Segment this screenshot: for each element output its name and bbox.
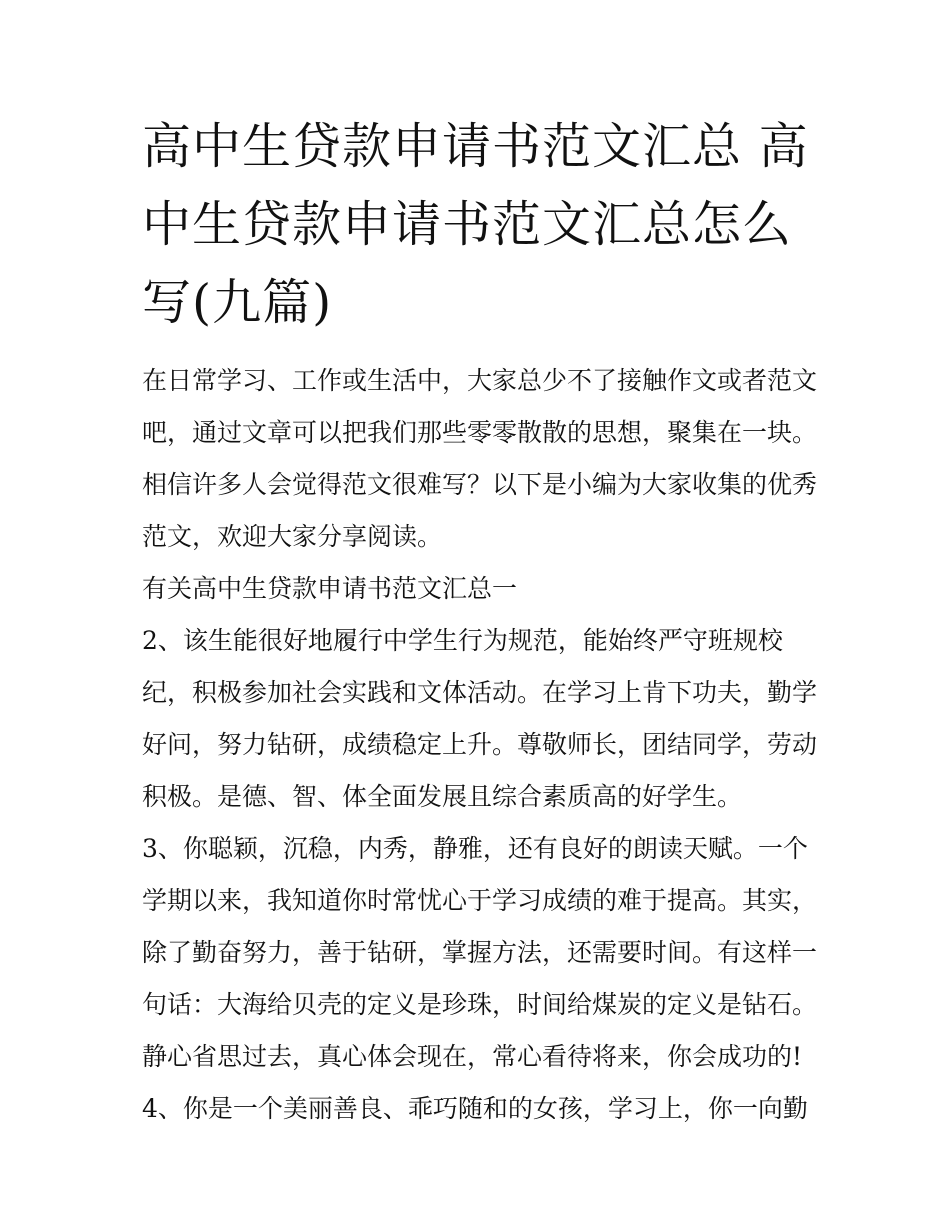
paragraph-line: 静心省思过去，真心体会现在，常心看待将来，你会成功的!: [142, 1042, 803, 1071]
document-body: [142, 355, 818, 1135]
section-heading: 有关高中生贷款申请书范文汇总一: [142, 574, 518, 603]
paragraph-line: 3、你聪颖，沉稳，内秀，静雅，还有良好的朗读天赋。一个: [142, 834, 808, 863]
title-line: 高中生贷款申请书范文汇总 高: [142, 118, 809, 175]
paragraph-line: 学期以来，我知道你时常忧心于学习成绩的难于提高。其实，: [142, 886, 818, 915]
document-title: [142, 108, 812, 342]
title-line: 中生贷款申请书范文汇总怎么: [142, 196, 793, 253]
intro-line: 相信许多人会觉得范文很难写？以下是小编为大家收集的优秀: [142, 470, 818, 499]
title-line: 写(九篇): [142, 274, 333, 331]
document-content: [142, 108, 818, 1135]
paragraph-line: 积极。是德、智、体全面发展且综合素质高的好学生。: [142, 782, 743, 811]
paragraph-line: 2、该生能很好地履行中学生行为规范，能始终严守班规校: [142, 626, 783, 655]
paragraph-line: 除了勤奋努力，善于钻研，掌握方法，还需要时间。有这样一: [142, 938, 818, 967]
intro-line: 在日常学习、工作或生活中，大家总少不了接触作文或者范文: [142, 366, 818, 395]
paragraph-line: 句话：大海给贝壳的定义是珍珠，时间给煤炭的定义是钻石。: [142, 990, 818, 1019]
paragraph-line: 好问，努力钻研，成绩稳定上升。尊敬师长，团结同学，劳动: [142, 730, 818, 759]
intro-line: 范文，欢迎大家分享阅读。: [142, 522, 443, 551]
intro-line: 吧，通过文章可以把我们那些零零散散的思想，聚集在一块。: [142, 418, 818, 447]
paragraph-line: 纪，积极参加社会实践和文体活动。在学习上肯下功夫，勤学: [142, 678, 818, 707]
paragraph-line: 4、你是一个美丽善良、乖巧随和的女孩，学习上，你一向勤: [142, 1094, 808, 1123]
